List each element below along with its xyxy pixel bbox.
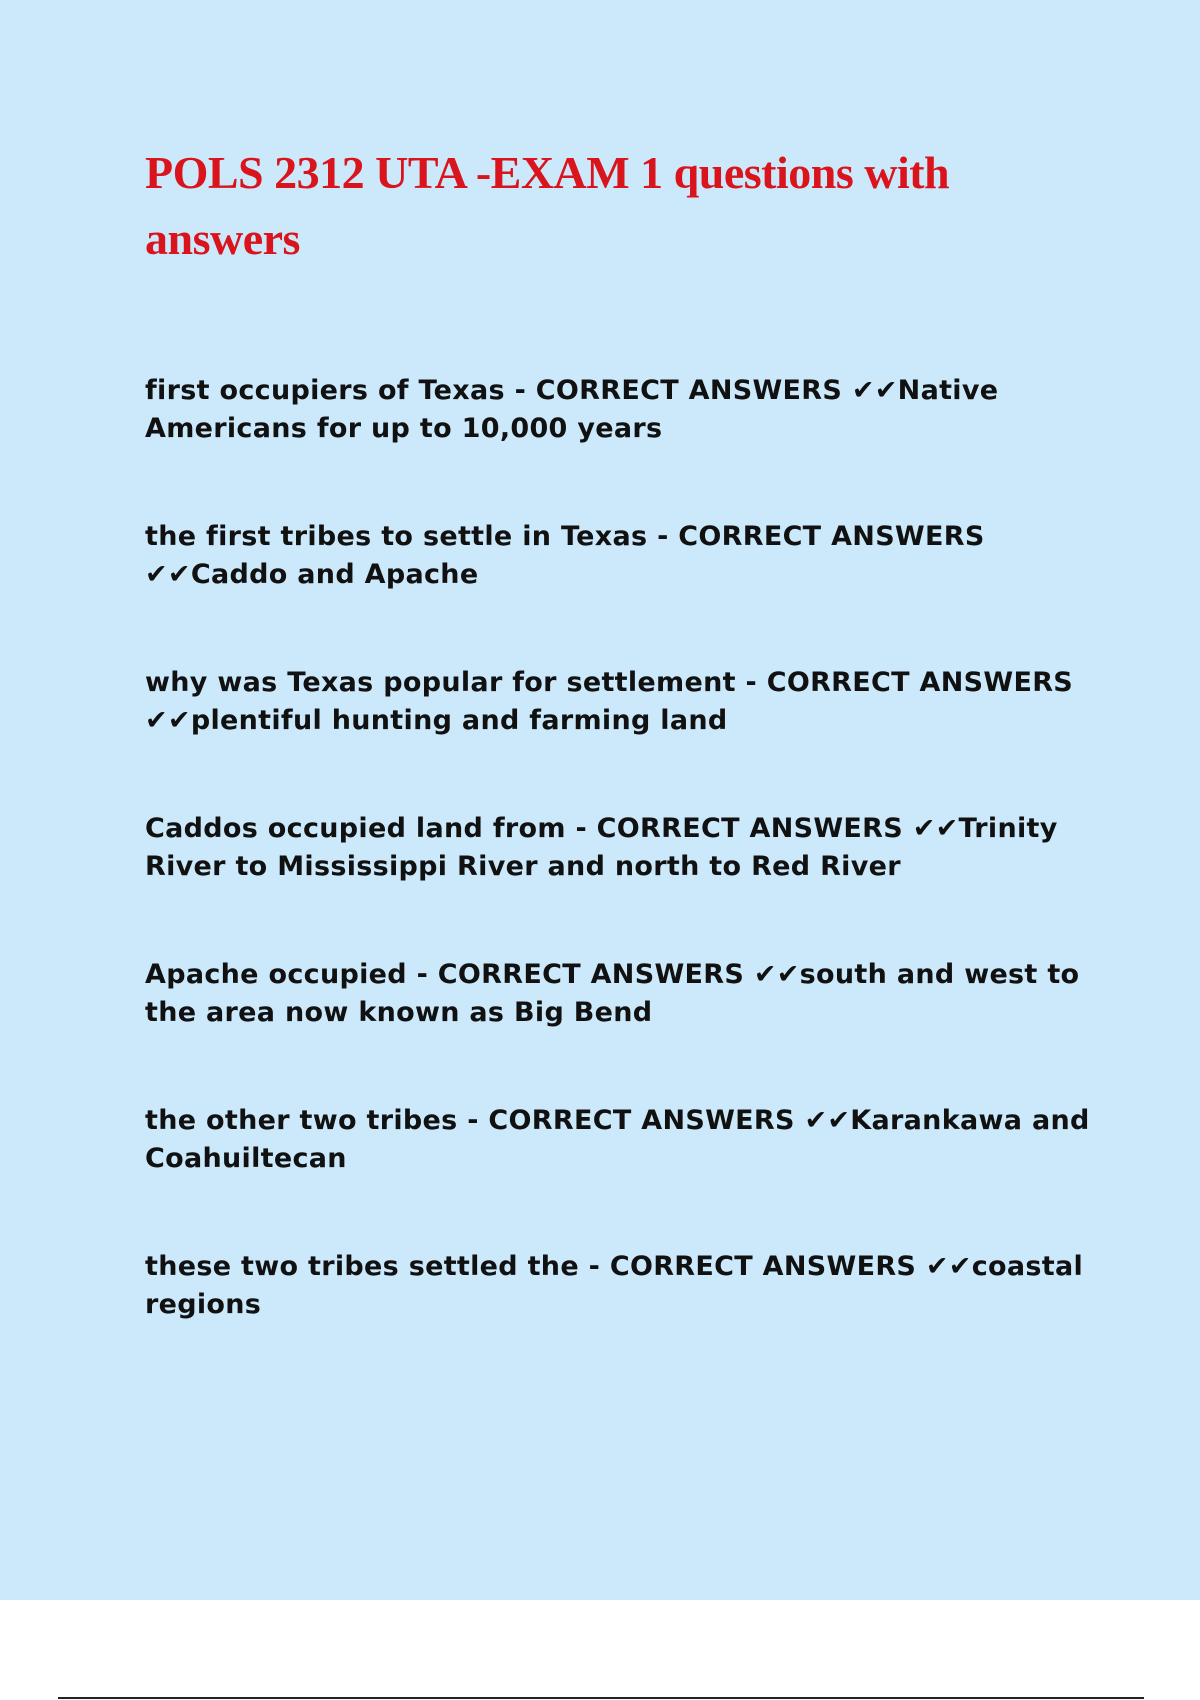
qa-item-6: the other two tribes - CORRECT ANSWERS ✔✔Karankawa and Coahuiltecan <box>145 1105 1090 1174</box>
qa-item-2: the first tribes to settle in Texas - CORRECT ANSWERS ✔✔Caddo and Apache <box>145 521 985 590</box>
qa-item-7: these two tribes settled the - CORRECT ANSWERS ✔✔coastal regions <box>145 1251 1084 1320</box>
qa-item-5: Apache occupied - CORRECT ANSWERS ✔✔south and west to the area now known as Big Bend <box>145 959 1080 1028</box>
document-content <box>145 140 1105 1394</box>
qa-item-4: Caddos occupied land from - CORRECT ANSWERS ✔✔Trinity River to Mississippi River and north to Red River <box>145 813 1058 882</box>
footer-divider <box>58 1697 1144 1699</box>
qa-list <box>145 372 1105 1324</box>
document-title: POLS 2312 UTA -EXAM 1 questions with answers <box>145 147 950 264</box>
qa-item-1: first occupiers of Texas - CORRECT ANSWERS ✔✔Native Americans for up to 10,000 years <box>145 375 999 444</box>
qa-item-3: why was Texas popular for settlement - CORRECT ANSWERS ✔✔plentiful hunting and farming land <box>145 667 1074 736</box>
